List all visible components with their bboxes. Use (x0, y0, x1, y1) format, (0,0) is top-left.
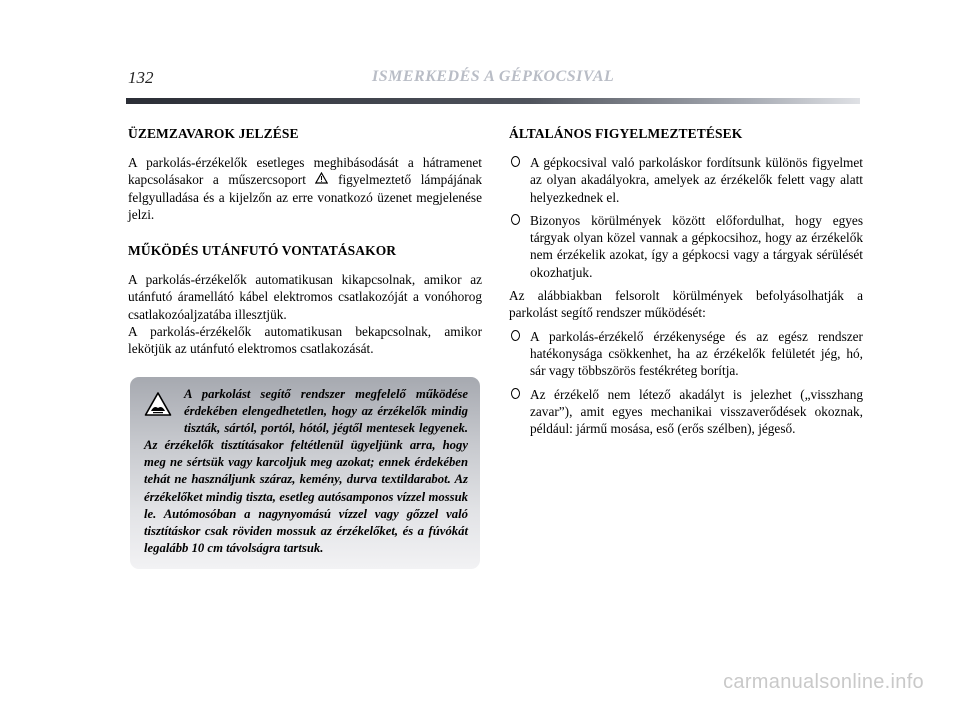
section-heading-trailer: MŰKÖDÉS UTÁNFUTÓ VONTATÁSAKOR (128, 243, 397, 259)
conditions-intro: Az alábbiakban felsorolt körülmények befolyásolhatják a parkolást segítő rendszer működését: (509, 288, 863, 321)
trailer-paragraph-2: A parkolás-érzékelők automatikusan bekapcsolnak, amikor lekötjük az utánfutó elektromos csatlakozását. (128, 324, 482, 357)
fault-text-before-icon: A parkolás-érzékelők esetleges meghibásodását a hátramenet kapcsolásakor a műszercsoport (128, 155, 482, 188)
section-heading-general-warnings: ÁLTALÁNOS FIGYELMEZTETÉSEK (509, 126, 743, 141)
list-item: Az érzékelő nem létező akadályt is jelezhet („visszhang zavar”), amit egyes mechanikai visszaverődések okoznak, például: jármű mosása, eső (erős szélben), jégeső. (509, 386, 863, 438)
bullet-ring-icon (511, 156, 520, 167)
bullet-ring-icon (511, 330, 520, 341)
warning-text: A parkolást segítő rendszer megfelelő működése érdekében elengedhetetlen, hogy az érzékelők mindig tiszták, sártól, portól, hótól, jégtől mentesek legyenek. Az érzékelők tisztításakor feltétlenül ügyeljünk arra, hogy meg ne sértsük vagy karcoljuk meg azokat; ennek érdekében tehát ne használjunk száraz, kemény, durva textildarabot. Az érzékelőket mindig tiszta, esetleg autósamponos vízzel mossuk le. Autómosóban a nagynyomású vízzel vagy gőzzel való tisztításkor csak röviden mossuk az érzékelőket, és a fúvókát legalább 10 cm távolságra tartsuk. (144, 387, 468, 555)
list-item: Bizonyos körülmények között előfordulhat, hogy egyes tárgyak olyan közel vannak a gépkocsihoz, hogy az érzékelők nem érzékelik azokat, így a gépkocsi vagy a tárgyak sérülését okozhatjuk. (509, 212, 863, 281)
list-item: A parkolás-érzékelő érzékenysége és az egész rendszer hatékonysága csökkenhet, ha az érzékelők felületét jég, hó, sár vagy többszörös festékréteg borítja. (509, 328, 863, 380)
bullet-ring-icon (511, 214, 520, 225)
page-number: 132 (128, 68, 154, 87)
warning-box (130, 377, 480, 569)
right-column (509, 120, 863, 443)
warning-lamp-icon (315, 172, 328, 186)
section-heading-fault-signal: ÜZEMZAVAROK JELZÉSE (128, 126, 299, 141)
bullet-ring-icon (511, 388, 520, 399)
running-title: ISMERKEDÉS A GÉPKOCSIVAL (372, 68, 615, 85)
fault-text-after-icon: figyelmeztető lámpájának felgyulladása és a kijelzőn az erre vonatkozó üzenet megjelenése jelzi. (128, 172, 483, 222)
header-rule (126, 98, 860, 104)
conditions-list (509, 328, 863, 438)
left-column (128, 120, 482, 358)
warning-triangle-icon (144, 391, 172, 417)
watermark: carmanualsonline.info (723, 671, 924, 693)
list-item: A gépkocsival való parkoláskor fordítsunk különös figyelmet az olyan akadályokra, amelyek az érzékelők felett vagy alatt helyezkednek el. (509, 154, 863, 206)
general-warnings-list (509, 154, 863, 281)
trailer-paragraph-1: A parkolás-érzékelők automatikusan kikapcsolnak, amikor az utánfutó áramellátó kábel elektromos csatlakozóját a vonóhorog csatlakozóaljzatába illesztjük. (128, 272, 482, 322)
fault-signal-paragraph (128, 154, 482, 223)
